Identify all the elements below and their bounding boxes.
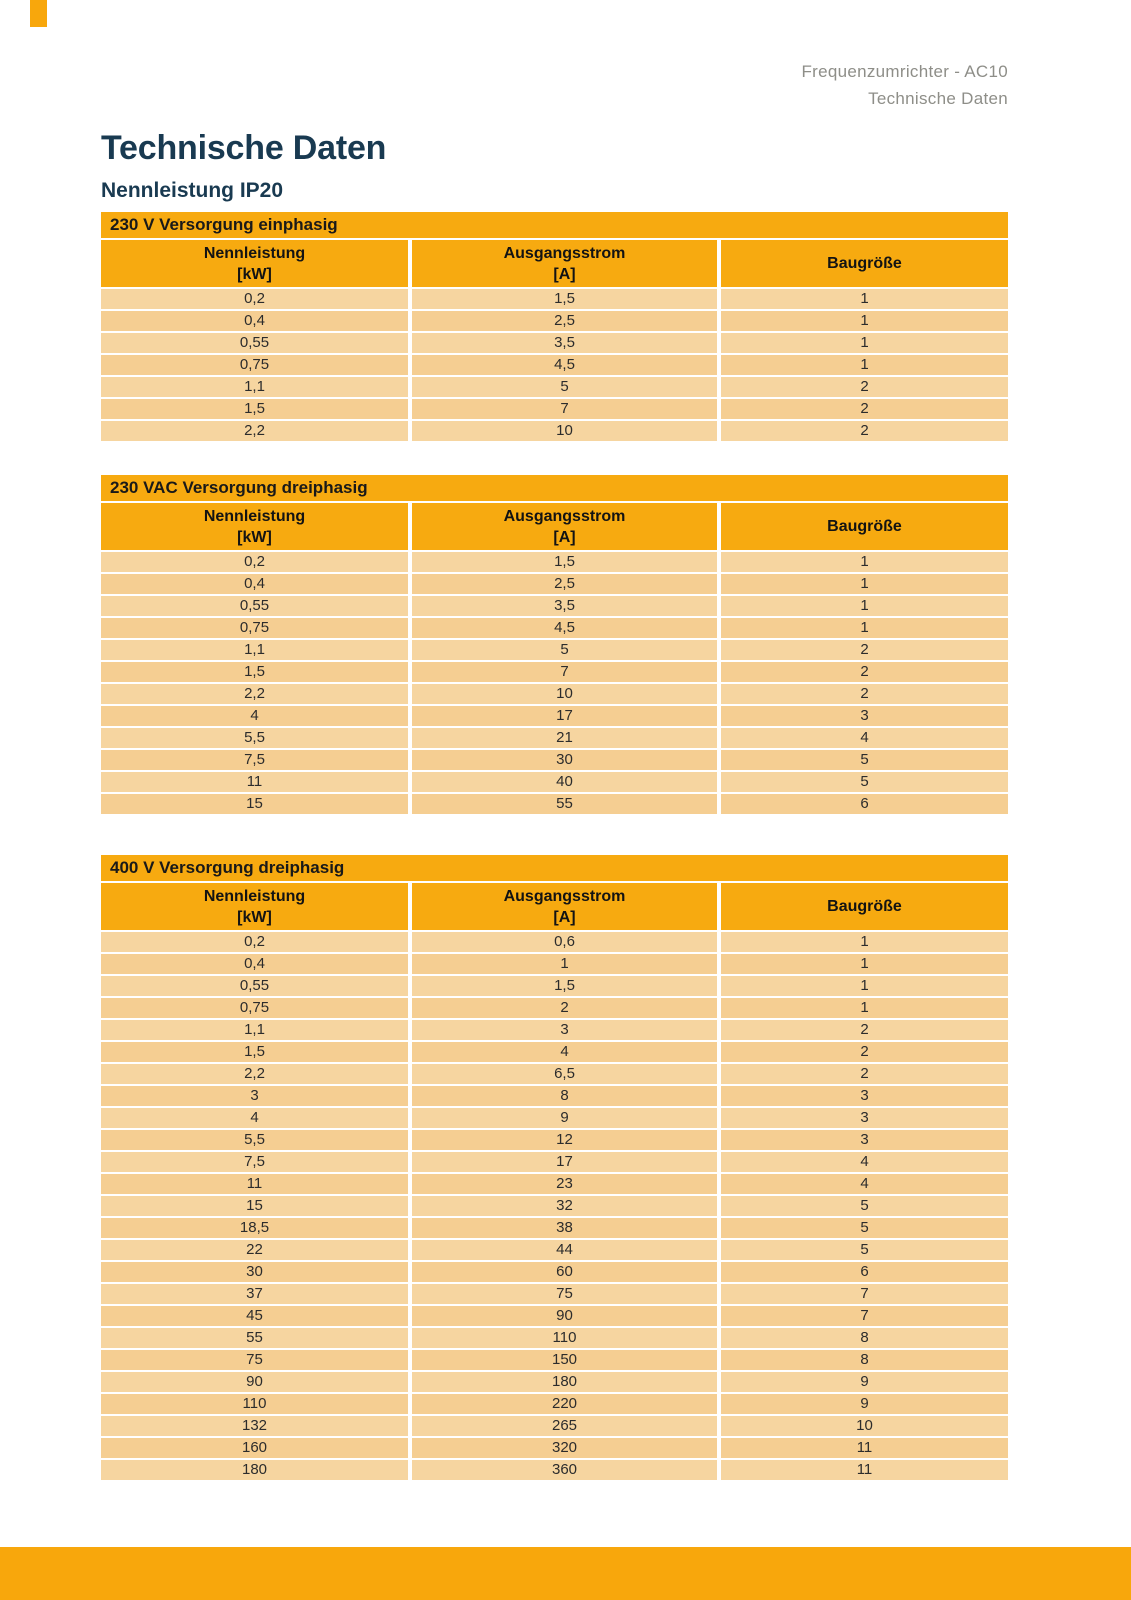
table-cell: 7,5 bbox=[101, 750, 408, 770]
table-cell: 5 bbox=[721, 750, 1008, 770]
table-title-bar: 230 VAC Versorgung dreiphasig bbox=[101, 475, 1008, 501]
table-cell: 90 bbox=[101, 1372, 408, 1392]
table-cell: 1 bbox=[721, 552, 1008, 572]
table-cell: 360 bbox=[412, 1460, 717, 1480]
column-header-cell bbox=[101, 240, 408, 287]
table-row bbox=[101, 333, 1008, 353]
table-cell: 10 bbox=[412, 684, 717, 704]
table-cell: 1 bbox=[721, 596, 1008, 616]
column-header-cell bbox=[721, 240, 1008, 287]
table-cell: 132 bbox=[101, 1416, 408, 1436]
table-cell: 0,2 bbox=[101, 289, 408, 309]
table-cell: 0,2 bbox=[101, 932, 408, 952]
table-row bbox=[101, 1064, 1008, 1084]
table-row bbox=[101, 1218, 1008, 1238]
table-row bbox=[101, 794, 1008, 814]
table-title-bar: 230 V Versorgung einphasig bbox=[101, 212, 1008, 238]
column-label: Nennleistung bbox=[203, 887, 306, 905]
column-header-cell bbox=[412, 240, 717, 287]
table-cell: 0,4 bbox=[101, 574, 408, 594]
table-cell: 2 bbox=[721, 684, 1008, 704]
table-cell: 7 bbox=[412, 662, 717, 682]
table-row bbox=[101, 1086, 1008, 1106]
table-cell: 3 bbox=[721, 1108, 1008, 1128]
column-header-cell bbox=[412, 883, 717, 930]
column-label: Nennleistung bbox=[203, 507, 306, 525]
table-row bbox=[101, 618, 1008, 638]
table-cell: 1,5 bbox=[412, 289, 717, 309]
table-row bbox=[101, 355, 1008, 375]
table-cell: 1,1 bbox=[101, 377, 408, 397]
page-subtitle: Nennleistung IP20 bbox=[101, 179, 284, 202]
table-row bbox=[101, 1020, 1008, 1040]
column-header-cell bbox=[721, 503, 1008, 550]
table-row bbox=[101, 1438, 1008, 1458]
table-row bbox=[101, 1306, 1008, 1326]
doc-header-product: Frequenzumrichter - AC10 bbox=[801, 62, 1008, 81]
table-row bbox=[101, 976, 1008, 996]
table-cell: 0,2 bbox=[101, 552, 408, 572]
column-label: Baugröße bbox=[827, 255, 902, 272]
table-cell: 1 bbox=[412, 954, 717, 974]
table-cell: 9 bbox=[412, 1108, 717, 1128]
table-cell: 1,1 bbox=[101, 640, 408, 660]
table-cell: 60 bbox=[412, 1262, 717, 1282]
table-row bbox=[101, 750, 1008, 770]
table-row bbox=[101, 1108, 1008, 1128]
page-corner-mark bbox=[30, 0, 47, 27]
table-cell: 2 bbox=[721, 1042, 1008, 1062]
table-row bbox=[101, 932, 1008, 952]
table-cell: 45 bbox=[101, 1306, 408, 1326]
table-cell: 1 bbox=[721, 998, 1008, 1018]
table-cell: 2,2 bbox=[101, 684, 408, 704]
table-row bbox=[101, 1460, 1008, 1480]
table-cell: 7,5 bbox=[101, 1152, 408, 1172]
table-cell: 37 bbox=[101, 1284, 408, 1304]
table-cell: 6,5 bbox=[412, 1064, 717, 1084]
table-row bbox=[101, 289, 1008, 309]
table-cell: 150 bbox=[412, 1350, 717, 1370]
table-row bbox=[101, 377, 1008, 397]
table-cell: 0,55 bbox=[101, 976, 408, 996]
table-cell: 2,2 bbox=[101, 421, 408, 441]
table-cell: 21 bbox=[412, 728, 717, 748]
table-row bbox=[101, 662, 1008, 682]
table-row bbox=[101, 1350, 1008, 1370]
table-cell: 1 bbox=[721, 311, 1008, 331]
table-cell: 55 bbox=[101, 1328, 408, 1348]
table-cell: 8 bbox=[412, 1086, 717, 1106]
table-cell: 9 bbox=[721, 1394, 1008, 1414]
column-label: Baugröße bbox=[827, 518, 902, 535]
table-cell: 160 bbox=[101, 1438, 408, 1458]
table-body bbox=[101, 289, 1008, 441]
table-cell: 265 bbox=[412, 1416, 717, 1436]
table-cell: 32 bbox=[412, 1196, 717, 1216]
table-cell: 180 bbox=[412, 1372, 717, 1392]
table-row bbox=[101, 574, 1008, 594]
table-cell: 38 bbox=[412, 1218, 717, 1238]
column-label: Nennleistung bbox=[203, 244, 306, 262]
table-body bbox=[101, 932, 1008, 1480]
table-cell: 110 bbox=[412, 1328, 717, 1348]
table-cell: 5 bbox=[721, 772, 1008, 792]
table-cell: 4 bbox=[721, 1174, 1008, 1194]
table-row bbox=[101, 596, 1008, 616]
column-unit: [A] bbox=[553, 265, 576, 283]
table-cell: 5 bbox=[412, 377, 717, 397]
table-cell: 1,5 bbox=[412, 976, 717, 996]
tables-container bbox=[101, 212, 1008, 1480]
table-cell: 7 bbox=[721, 1284, 1008, 1304]
table-cell: 320 bbox=[412, 1438, 717, 1458]
doc-header bbox=[801, 58, 1008, 112]
table-cell: 2 bbox=[721, 1020, 1008, 1040]
table-cell: 0,75 bbox=[101, 618, 408, 638]
table-cell: 1 bbox=[721, 289, 1008, 309]
doc-header-section: Technische Daten bbox=[868, 89, 1008, 108]
table-cell: 1 bbox=[721, 333, 1008, 353]
table-cell: 0,4 bbox=[101, 954, 408, 974]
table-cell: 0,75 bbox=[101, 355, 408, 375]
table-cell: 4 bbox=[101, 1108, 408, 1128]
table-cell: 12 bbox=[412, 1130, 717, 1150]
table-row bbox=[101, 1196, 1008, 1216]
table-cell: 17 bbox=[412, 1152, 717, 1172]
table-cell: 180 bbox=[101, 1460, 408, 1480]
table-cell: 1 bbox=[721, 932, 1008, 952]
table-row bbox=[101, 552, 1008, 572]
table-cell: 10 bbox=[412, 421, 717, 441]
table-row bbox=[101, 998, 1008, 1018]
table-row bbox=[101, 1174, 1008, 1194]
table-cell: 5 bbox=[721, 1240, 1008, 1260]
column-unit: [A] bbox=[553, 908, 576, 926]
table-cell: 23 bbox=[412, 1174, 717, 1194]
table-cell: 1,5 bbox=[412, 552, 717, 572]
table-cell: 9 bbox=[721, 1372, 1008, 1392]
table-row bbox=[101, 640, 1008, 660]
table-cell: 55 bbox=[412, 794, 717, 814]
column-label: Ausgangsstrom bbox=[503, 887, 626, 905]
table-cell: 0,4 bbox=[101, 311, 408, 331]
table-row bbox=[101, 1240, 1008, 1260]
table-cell: 2,5 bbox=[412, 311, 717, 331]
table-cell: 3 bbox=[412, 1020, 717, 1040]
table-cell: 0,55 bbox=[101, 333, 408, 353]
table-cell: 4,5 bbox=[412, 618, 717, 638]
table-row bbox=[101, 1130, 1008, 1150]
table-cell: 44 bbox=[412, 1240, 717, 1260]
table-row bbox=[101, 1394, 1008, 1414]
bottom-bar bbox=[0, 1547, 1131, 1600]
table-cell: 1,5 bbox=[101, 1042, 408, 1062]
table-cell: 2 bbox=[721, 662, 1008, 682]
table-cell: 17 bbox=[412, 706, 717, 726]
table-row bbox=[101, 1042, 1008, 1062]
table-row bbox=[101, 1284, 1008, 1304]
table-cell: 1 bbox=[721, 355, 1008, 375]
table-cell: 8 bbox=[721, 1350, 1008, 1370]
table-body bbox=[101, 552, 1008, 814]
table-title-bar: 400 V Versorgung dreiphasig bbox=[101, 855, 1008, 881]
table-cell: 2 bbox=[721, 1064, 1008, 1084]
table-cell: 10 bbox=[721, 1416, 1008, 1436]
table-row bbox=[101, 311, 1008, 331]
table-cell: 2 bbox=[721, 377, 1008, 397]
column-header-cell bbox=[721, 883, 1008, 930]
table-cell: 1,5 bbox=[101, 399, 408, 419]
table-cell: 1 bbox=[721, 618, 1008, 638]
table-cell: 1,1 bbox=[101, 1020, 408, 1040]
table-cell: 1,5 bbox=[101, 662, 408, 682]
table-row bbox=[101, 1416, 1008, 1436]
table-row bbox=[101, 1152, 1008, 1172]
table-row bbox=[101, 399, 1008, 419]
table-cell: 1 bbox=[721, 574, 1008, 594]
spec-table bbox=[101, 855, 1008, 1480]
table-cell: 3 bbox=[101, 1086, 408, 1106]
spec-table bbox=[101, 475, 1008, 814]
table-row bbox=[101, 1328, 1008, 1348]
table-row bbox=[101, 954, 1008, 974]
table-cell: 1 bbox=[721, 976, 1008, 996]
table-cell: 15 bbox=[101, 794, 408, 814]
table-cell: 4,5 bbox=[412, 355, 717, 375]
table-cell: 3,5 bbox=[412, 596, 717, 616]
table-cell: 11 bbox=[721, 1460, 1008, 1480]
table-cell: 2 bbox=[721, 640, 1008, 660]
column-unit: [kW] bbox=[237, 265, 272, 283]
table-cell: 40 bbox=[412, 772, 717, 792]
column-label: Baugröße bbox=[827, 898, 902, 915]
column-unit: [A] bbox=[553, 528, 576, 546]
table-cell: 3 bbox=[721, 1130, 1008, 1150]
table-cell: 11 bbox=[101, 1174, 408, 1194]
table-cell: 7 bbox=[721, 1306, 1008, 1326]
table-cell: 15 bbox=[101, 1196, 408, 1216]
table-cell: 75 bbox=[412, 1284, 717, 1304]
table-cell: 18,5 bbox=[101, 1218, 408, 1238]
column-unit: [kW] bbox=[237, 908, 272, 926]
table-row bbox=[101, 728, 1008, 748]
table-row bbox=[101, 421, 1008, 441]
table-cell: 3,5 bbox=[412, 333, 717, 353]
table-cell: 4 bbox=[721, 1152, 1008, 1172]
table-cell: 3 bbox=[721, 1086, 1008, 1106]
table-cell: 5,5 bbox=[101, 728, 408, 748]
table-cell: 220 bbox=[412, 1394, 717, 1414]
column-label: Ausgangsstrom bbox=[503, 507, 626, 525]
column-header-cell bbox=[101, 883, 408, 930]
table-cell: 75 bbox=[101, 1350, 408, 1370]
table-cell: 90 bbox=[412, 1306, 717, 1326]
table-row bbox=[101, 1262, 1008, 1282]
table-cell: 5 bbox=[412, 640, 717, 660]
table-row bbox=[101, 1372, 1008, 1392]
table-cell: 2,5 bbox=[412, 574, 717, 594]
table-cell: 1 bbox=[721, 954, 1008, 974]
table-cell: 2 bbox=[721, 421, 1008, 441]
table-cell: 6 bbox=[721, 794, 1008, 814]
table-cell: 5 bbox=[721, 1196, 1008, 1216]
column-header-cell bbox=[412, 503, 717, 550]
table-cell: 2 bbox=[721, 399, 1008, 419]
column-label: Ausgangsstrom bbox=[503, 244, 626, 262]
table-cell: 5,5 bbox=[101, 1130, 408, 1150]
table-cell: 4 bbox=[721, 728, 1008, 748]
table-cell: 110 bbox=[101, 1394, 408, 1414]
column-header-cell bbox=[101, 503, 408, 550]
page-title: Technische Daten bbox=[101, 129, 387, 167]
table-cell: 0,75 bbox=[101, 998, 408, 1018]
table-header-row bbox=[101, 240, 1008, 287]
spec-table bbox=[101, 212, 1008, 441]
table-cell: 8 bbox=[721, 1328, 1008, 1348]
table-cell: 11 bbox=[101, 772, 408, 792]
table-cell: 11 bbox=[721, 1438, 1008, 1458]
table-cell: 0,6 bbox=[412, 932, 717, 952]
table-cell: 2 bbox=[412, 998, 717, 1018]
table-cell: 2,2 bbox=[101, 1064, 408, 1084]
table-cell: 30 bbox=[412, 750, 717, 770]
table-row bbox=[101, 706, 1008, 726]
column-unit: [kW] bbox=[237, 528, 272, 546]
table-cell: 6 bbox=[721, 1262, 1008, 1282]
table-cell: 3 bbox=[721, 706, 1008, 726]
table-cell: 22 bbox=[101, 1240, 408, 1260]
table-cell: 4 bbox=[412, 1042, 717, 1062]
table-header-row bbox=[101, 503, 1008, 550]
table-cell: 30 bbox=[101, 1262, 408, 1282]
table-cell: 5 bbox=[721, 1218, 1008, 1238]
table-cell: 0,55 bbox=[101, 596, 408, 616]
table-cell: 7 bbox=[412, 399, 717, 419]
table-cell: 4 bbox=[101, 706, 408, 726]
table-header-row bbox=[101, 883, 1008, 930]
table-row bbox=[101, 772, 1008, 792]
table-row bbox=[101, 684, 1008, 704]
